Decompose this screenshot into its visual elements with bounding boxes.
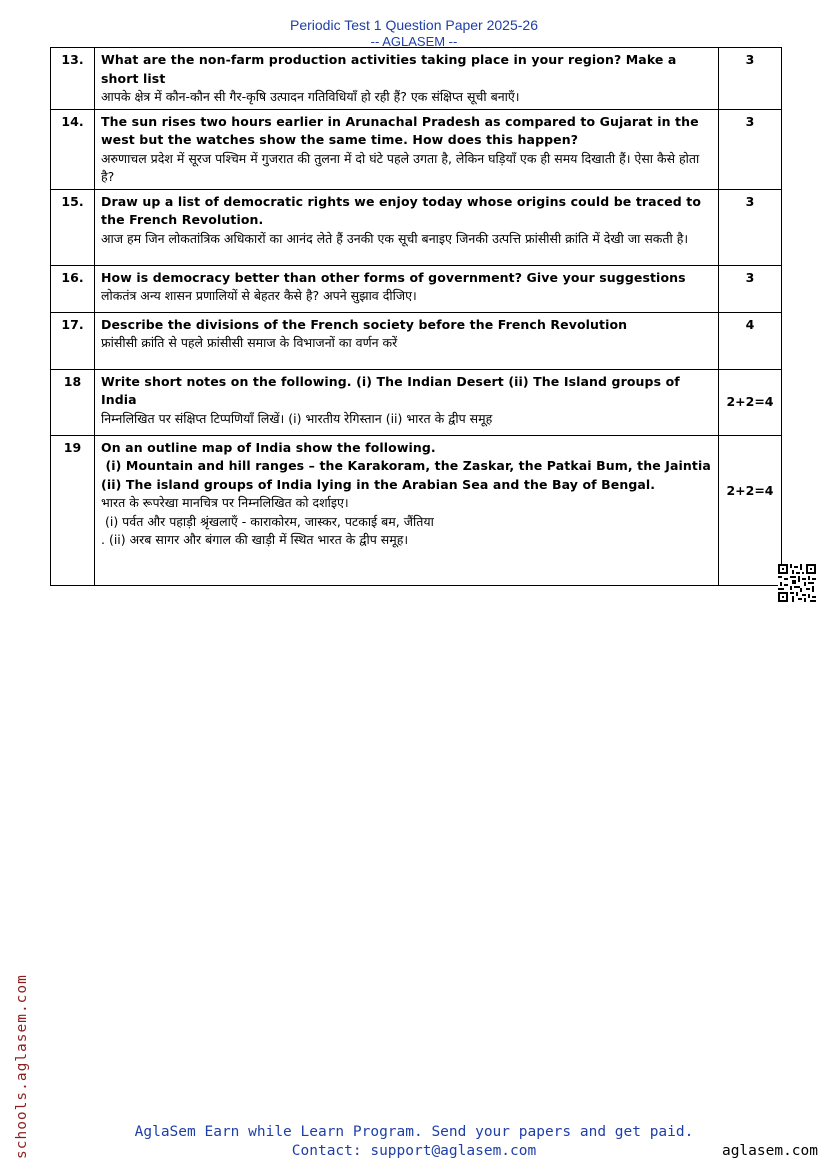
question-line: (ii) The island groups of India lying in the Arabian Sea and the Bay of Bengal. [101,476,656,492]
question-number: 13. [51,48,95,110]
question-line: (i) पर्वत और पहाड़ी श्रृंखलाएँ - काराकोरम, जास्कर, पटकाई बम, जैंतिया [101,513,434,529]
question-english: What are the non-farm production activities taking place in your region? Make a short list [101,52,677,86]
table-row [51,109,782,189]
question-text [95,312,719,369]
question-english: The sun rises two hours earlier in Arunachal Pradesh as compared to Gujarat in the west but the watches show the same time. How does this happen? [101,113,699,147]
question-marks: 3 [719,109,782,189]
question-hindi: अरुणाचल प्रदेश में सूरज पश्चिम में गुजरात की तुलना में दो घंटे पहले उगता है, लेकिन घड़ियाँ एक ही समय दिखाती हैं। ऐसा कैसे होता है? [101,150,700,184]
question-marks: 3 [719,48,782,110]
footer-site: aglasem.com [721,1143,818,1159]
question-line: On an outline map of India show the following. [101,439,436,455]
table-row [51,369,782,435]
table-row [51,312,782,369]
question-number: 19 [51,435,95,585]
question-number: 18 [51,369,95,435]
question-table [50,47,782,586]
table-row [51,189,782,265]
question-text [95,189,719,265]
question-text [95,369,719,435]
table-row [51,48,782,110]
footer-promo: AglaSem Earn while Learn Program. Send your papers and get paid. [134,1124,694,1140]
question-marks: 4 [719,312,782,369]
side-watermark: schools.aglasem.com [14,974,30,1159]
question-text [95,435,719,585]
question-marks: 2+2=4 [719,435,782,585]
table-row [51,435,782,585]
question-english: Draw up a list of democratic rights we enjoy today whose origins could be traced to the French Revolution. [101,193,702,227]
question-number: 15. [51,189,95,265]
question-hindi: आपके क्षेत्र में कौन-कौन सी गैर-कृषि उत्पादन गतिविधियाँ हो रही हैं? एक संक्षिप्त सूची बनाएँ। [101,89,520,104]
question-english: How is democracy better than other forms of government? Give your suggestions [101,269,686,285]
question-hindi: फ्रांसीसी क्रांति से पहले फ्रांसीसी समाज के विभाजनों का वर्णन करें [101,335,398,350]
question-text [95,109,719,189]
page-subtitle: -- AGLASEM -- [370,34,458,49]
question-number: 17. [51,312,95,369]
question-marks: 3 [719,265,782,312]
question-english: Describe the divisions of the French society before the French Revolution [101,316,628,332]
question-hindi: आज हम जिन लोकतांत्रिक अधिकारों का आनंद लेते हैं उनकी एक सूची बनाइए जिनकी उत्पत्ति फ्रांसीसी क्रांति में देखी जा सकती है। [101,230,689,246]
page-title: Periodic Test 1 Question Paper 2025-26 [289,17,538,33]
question-line: (i) Mountain and hill ranges – the Karakoram, the Zaskar, the Patkai Bum, the Jaintia [101,458,711,473]
question-hindi: निम्नलिखित पर संक्षिप्त टिप्पणियाँ लिखें। (i) भारतीय रेगिस्तान (ii) भारत के द्वीप समूह [101,410,493,426]
question-line: . (ii) अरब सागर और बंगाल की खाड़ी में स्थित भारत के द्वीप समूह। [101,532,409,547]
question-number: 14. [51,109,95,189]
question-marks: 2+2=4 [719,369,782,435]
question-line: भारत के रूपरेखा मानचित्र पर निम्नलिखित को दर्शाइए। [101,495,349,510]
question-english: Write short notes on the following. (i) The Indian Desert (ii) The Island groups of India [101,373,680,407]
question-text [95,48,719,110]
table-row [51,265,782,312]
qr-code-icon [778,564,816,602]
question-text [95,265,719,312]
footer-contact: Contact: support@aglasem.com [291,1143,537,1159]
question-number: 16. [51,265,95,312]
question-hindi: लोकतंत्र अन्य शासन प्रणालियों से बेहतर कैसे है? अपने सुझाव दीजिए। [101,288,417,303]
question-marks: 3 [719,189,782,265]
